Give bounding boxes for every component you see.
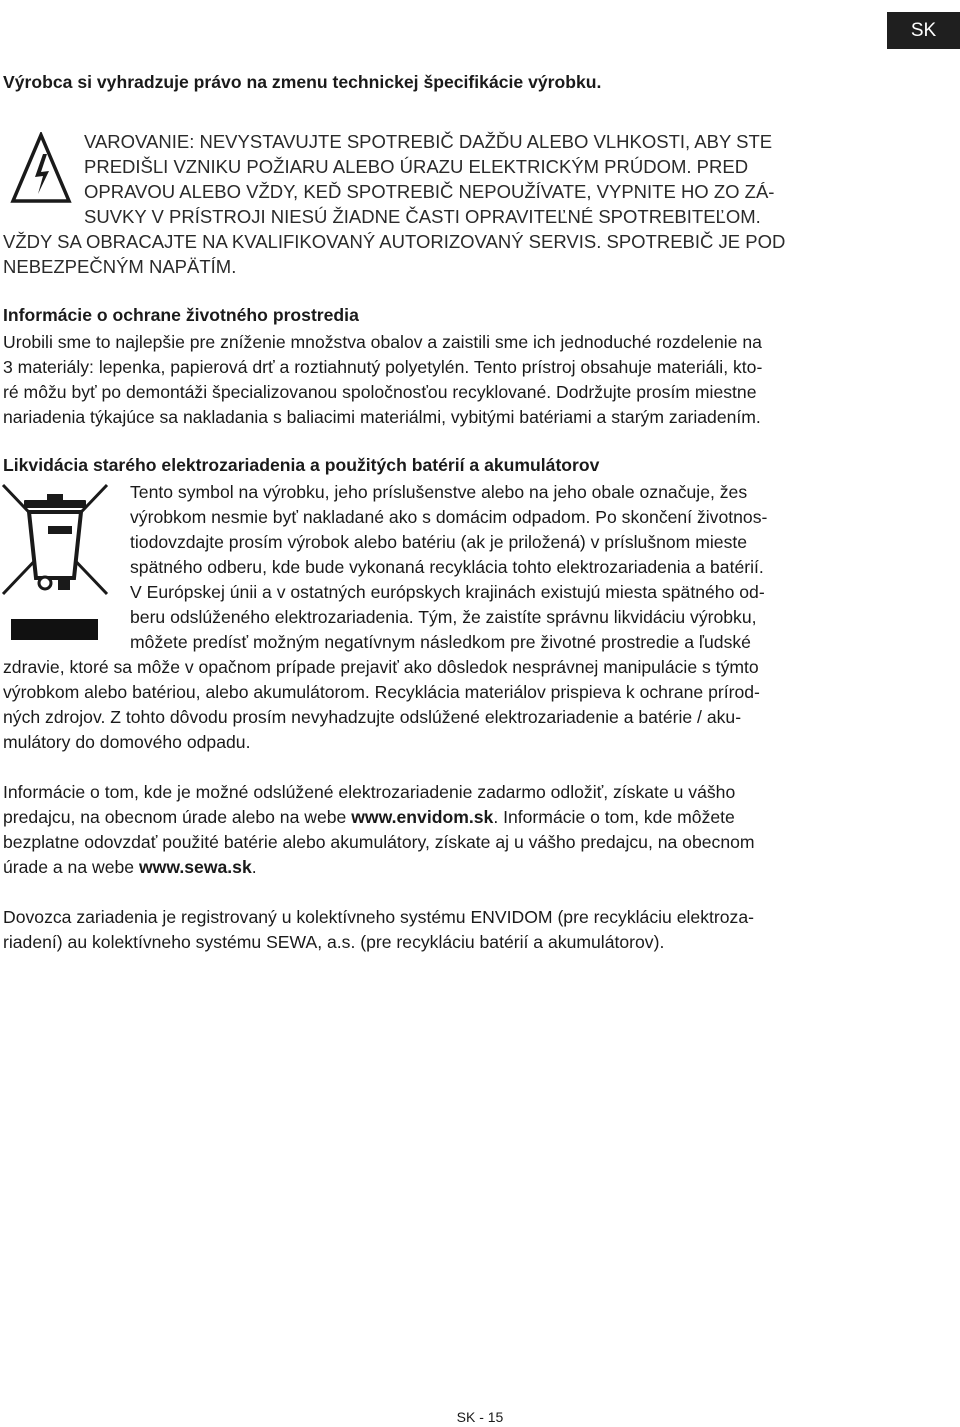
disposal-line: zdravie, ktoré sa môže v opačnom prípade prejaviť ako dôsledok nesprávnej manipulácie s týmto [3, 657, 759, 677]
warning-line-2: PREDIŠLI VZNIKU POŽIARU ALEBO ÚRAZU ELEKTRICKÝM PRÚDOM. PRED [84, 156, 749, 177]
info-line: bezplatne odovzdať použité batérie alebo akumulátory, získate aj u vášho predajcu, na obecnom [3, 832, 755, 852]
warning-line-5: VŽDY SA OBRACAJTE NA KVALIFIKOVANÝ AUTORIZOVANÝ SERVIS. SPOTREBIČ JE POD [3, 231, 786, 252]
disposal-line: výrobkom nesmie byť nakladané ako s domácim odpadom. Po skončení životnos- [130, 507, 768, 527]
importer-line: riadení) au kolektívneho systému SEWA, a.s. (pre recykláciu batérií a akumulátorov). [3, 932, 665, 952]
warning-label: VAROVANIE: [84, 131, 195, 152]
disposal-line: Tento symbol na výrobku, jeho príslušenstve alebo na jeho obale označuje, žes [130, 482, 748, 502]
warning-line-4: SUVKY V PRÍSTROJI NIESÚ ŽIADNE ČASTI OPRAVITEĽNÉ SPOTREBITEĽOM. [84, 206, 761, 227]
info-line: úrade a na webe www.sewa.sk. [3, 857, 257, 877]
language-tab: SK [887, 12, 960, 49]
electric-shock-warning-icon [10, 132, 72, 204]
crossed-bin-icon [0, 482, 110, 642]
disposal-line: ných zdrojov. Z tohto dôvodu prosím nevyhadzujte odslúžené elektrozariadenie a batérie / aku- [3, 707, 742, 727]
page-number: SK - 15 [456, 1409, 504, 1425]
environment-line: Urobili sme to najlepšie pre zníženie množstva obalov a zaistili sme ich jednoduché rozdelenie na [3, 332, 762, 352]
warning-line-1: VAROVANIE: NEVYSTAVUJTE SPOTREBIČ DAŽĎU ALEBO VLHKOSTI, ABY STE [84, 131, 773, 152]
disposal-line: výrobkom alebo batériou, alebo akumulátorom. Recyklácia materiálov prispieva k ochrane prírod- [3, 682, 760, 702]
disposal-line: beru odslúženého elektrozariadenia. Tým, že zaistíte správnu likvidáciu výrobku, [130, 607, 757, 627]
envidom-link[interactable]: www.envidom.sk [351, 807, 494, 827]
disposal-line: môžete predísť možným negatívnym následkom pre životné prostredie a ľudské [130, 632, 751, 652]
environment-line: nariadenia týkajúce sa nakladania s baliacimi materiálmi, vybitými batériami a starým zariadením. [3, 407, 761, 427]
info-line: predajcu, na obecnom úrade alebo na webe www.envidom.sk. Informácie o tom, kde môžete [3, 807, 735, 827]
environment-line: ré môžu byť po demontáži špecializovanou spoločnosťou recyklované. Dodržujte prosím miestne [3, 382, 757, 402]
importer-line: Dovozca zariadenia je registrovaný u kolektívneho systému ENVIDOM (pre recykláciu elektroza- [3, 907, 754, 927]
disposal-line: mulátory do domového odpadu. [3, 732, 251, 752]
disposal-heading: Likvidácia starého elektrozariadenia a použitých batérií a akumulátorov [3, 455, 600, 475]
warning-line-6: NEBEZPEČNÝM NAPÄTÍM. [3, 256, 237, 277]
environment-heading: Informácie o ochrane životného prostredia [3, 305, 359, 325]
warning-line-3: OPRAVOU ALEBO VŽDY, KEĎ SPOTREBIČ NEPOUŽÍVATE, VYPNITE HO ZO ZÁ- [84, 181, 775, 202]
sewa-link[interactable]: www.sewa.sk [138, 857, 252, 877]
disposal-line: tiodovzdajte prosím výrobok alebo batériu (ak je priložená) v príslušnom mieste [130, 532, 748, 552]
spec-notice: Výrobca si vyhradzuje právo na zmenu technickej špecifikácie výrobku. [3, 72, 602, 92]
disposal-line: V Európskej únii a v ostatných európskych krajinách existujú miesta spätného od- [130, 582, 765, 602]
info-line: Informácie o tom, kde je možné odslúžené elektrozariadenie zadarmo odložiť, získate u vášho [3, 782, 736, 802]
environment-line: 3 materiály: lepenka, papierová drť a roztiahnutý polyetylén. Tento prístroj obsahuje materiáli, kto- [3, 357, 763, 377]
disposal-line: spätného odberu, kde bude vykonaná recyklácia tohto elektrozariadenia a batérií. [130, 557, 764, 577]
